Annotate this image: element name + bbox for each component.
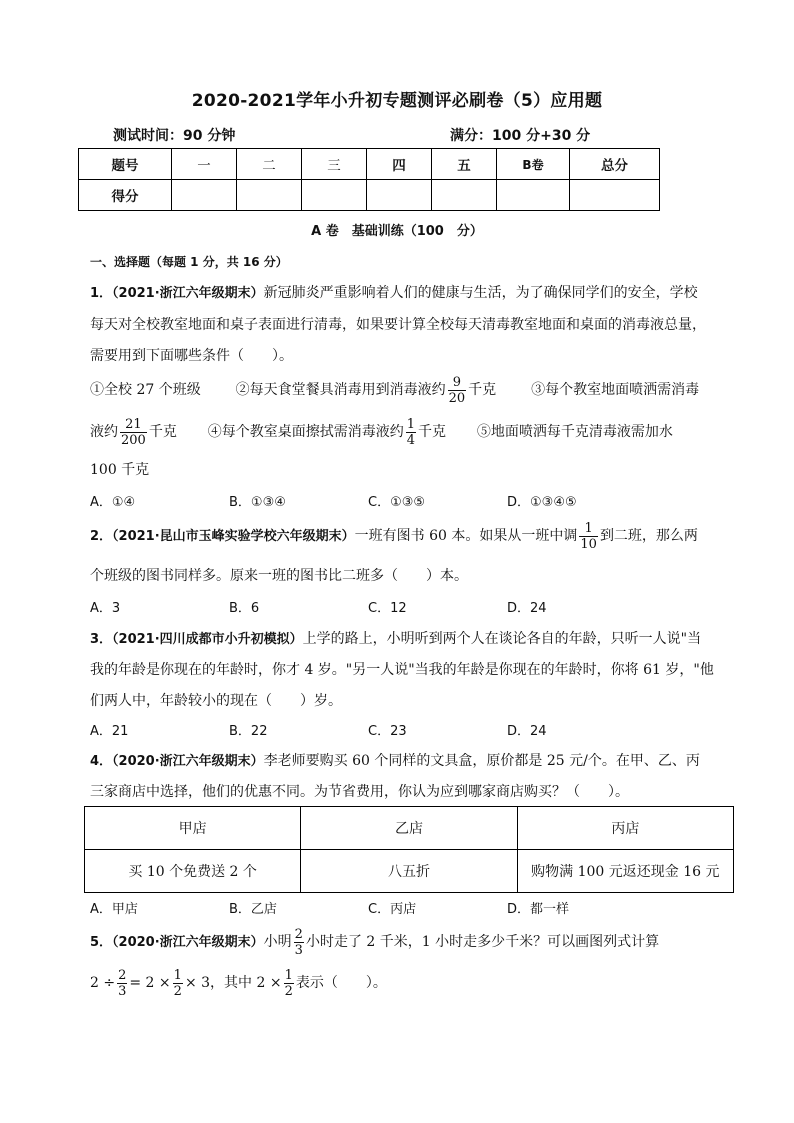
q4-number: 4． — [90, 754, 113, 769]
score-header-cell: 五 — [432, 149, 497, 180]
q2-line-1 — [90, 516, 698, 557]
score-header-cell: 四 — [367, 149, 432, 180]
shop-cell: 购物满 100 元返还现金 16 元 — [517, 850, 733, 893]
score-cell[interactable] — [237, 180, 302, 211]
q1-conditions-line-2 — [90, 412, 673, 452]
q5-text: 小明 — [263, 934, 292, 950]
q1-condition-5-cont: 100 千克 — [90, 462, 150, 478]
q1-condition-3-cont: 液约 — [90, 424, 118, 440]
score-table-row — [79, 180, 660, 211]
q3-line-1 — [90, 628, 701, 648]
q5-fraction-1-2: $\frac{1}{2}$ — [173, 967, 182, 999]
q2-source: （2021·昆山市玉峰实验学校六年级期末） — [112, 529, 355, 544]
q5-expr-part: ，其中 2 × — [210, 975, 282, 991]
score-header-cell: 题号 — [79, 149, 172, 180]
q1-unit: 千克 — [148, 424, 177, 440]
q1-option-b[interactable]: B．①③④ — [229, 495, 286, 510]
q5-expr-part: × 3 — [184, 975, 211, 991]
q3-line-2: 我的年龄是你现在的年龄时，你才 4 岁。"另一人说"当我的年龄是你现在的年龄时，你将 61 岁，"他 — [90, 662, 714, 678]
score-cell[interactable] — [172, 180, 237, 211]
q5-expr-part: 2 ÷ — [90, 975, 116, 991]
q3-source: （2021·四川成都市小升初模拟） — [112, 632, 303, 647]
q5-text-cont: 小时走了 2 千米，1 小时走多少千米？可以画图列式计算 — [305, 934, 660, 950]
q1-unit: 千克 — [418, 424, 447, 440]
score-header-cell: B卷 — [497, 149, 570, 180]
q3-line-3: 们两人中，年龄较小的现在（ ）岁。 — [90, 693, 342, 709]
q2-option-c[interactable]: C．12 — [368, 601, 407, 616]
page-title: 2020-2021学年小升初专题测评必刷卷（5）应用题 — [191, 91, 603, 111]
q3-option-c[interactable]: C．23 — [368, 724, 407, 739]
score-header-cell: 一 — [172, 149, 237, 180]
shop-cell: 买 10 个免费送 2 个 — [85, 850, 301, 893]
q2-option-b[interactable]: B．6 — [229, 601, 260, 616]
q4-option-c[interactable]: C．丙店 — [368, 902, 417, 917]
q2-text: 一班有图书 60 本。如果从一班中调 — [354, 528, 578, 544]
q3-number: 3． — [90, 632, 113, 647]
q1-number: 1． — [90, 286, 113, 301]
section-1-heading: 一、选择题（每题 1 分，共 16 分） — [90, 255, 288, 269]
q1-fraction-1-4: $\frac{1}{4}$ — [406, 416, 416, 448]
q5-line-1 — [90, 922, 659, 963]
q2-line-2: 个班级的图书同样多。原来一班的图书比二班多（ ）本。 — [90, 568, 468, 584]
q5-fraction-2-3: $\frac{2}{3}$ — [294, 926, 303, 958]
q5-line-2 — [90, 963, 387, 1003]
score-header-cell: 总分 — [570, 149, 660, 180]
shop-table — [84, 806, 734, 893]
q1-line-2: 每天对全校教室地面和桌子表面进行清毒，如果要计算全校每天清毒教室地面和桌面的消毒液总量， — [90, 317, 706, 333]
q1-fraction-9-20: $\frac{9}{20}$ — [448, 374, 466, 406]
q5-fraction-1-2: $\frac{1}{2}$ — [284, 967, 293, 999]
q1-condition-5: ⑤地面喷洒每千克清毒液需加水 — [476, 424, 673, 440]
q1-unit: 千克 — [468, 382, 497, 398]
q4-text: 李老师要购买 60 个同样的文具盒，原价都是 25 元/个。在甲、乙、丙 — [263, 753, 700, 769]
q1-line-3: 需要用到下面哪些条件（ ）。 — [90, 348, 293, 364]
q4-option-b[interactable]: B．乙店 — [229, 902, 277, 917]
full-score: 满分：100 分+30 分 — [450, 128, 591, 144]
shop-table-row — [85, 850, 734, 893]
q2-text-cont: 到二班，那么两 — [599, 528, 698, 544]
score-cell[interactable] — [367, 180, 432, 211]
shop-header-cell: 乙店 — [301, 807, 517, 850]
score-header-cell: 二 — [237, 149, 302, 180]
score-table — [78, 148, 660, 211]
q1-condition-2: ②每天食堂餐具消毒用到消毒液约 — [235, 382, 446, 398]
q1-option-a[interactable]: A．①④ — [90, 495, 136, 510]
score-cell[interactable] — [497, 180, 570, 211]
score-cell[interactable] — [432, 180, 497, 211]
q1-condition-3: ③每个教室地面喷洒需消毒 — [531, 382, 700, 398]
q4-option-a[interactable]: A．甲店 — [90, 902, 138, 917]
q3-option-d[interactable]: D．24 — [507, 724, 547, 739]
q4-line-1 — [90, 750, 700, 770]
score-cell[interactable] — [302, 180, 367, 211]
q1-condition-4: ④每个教室桌面擦拭需消毒液约 — [207, 424, 404, 440]
score-header-cell: 三 — [302, 149, 367, 180]
q1-option-c[interactable]: C．①③⑤ — [368, 495, 426, 510]
q5-fraction-2-3: $\frac{2}{3}$ — [118, 967, 127, 999]
q1-text: 新冠肺炎严重影响着人们的健康与生活，为了确保同学们的安全，学校 — [263, 285, 698, 301]
q1-option-d[interactable]: D．①③④⑤ — [507, 495, 577, 510]
shop-table-header-row — [85, 807, 734, 850]
q5-expr-part: 表示（ ）。 — [295, 975, 387, 991]
q5-source: （2020·浙江六年级期末） — [112, 935, 264, 950]
q1-source: （2021·浙江六年级期末） — [112, 286, 264, 301]
score-row-label: 得分 — [79, 180, 172, 211]
q3-text: 上学的路上，小明听到两个人在谈论各自的年龄，只听一人说"当 — [302, 631, 702, 647]
q2-option-d[interactable]: D．24 — [507, 601, 547, 616]
shop-header-cell: 丙店 — [517, 807, 733, 850]
q5-expr-part: = 2 × — [129, 975, 171, 991]
q4-line-2: 三家商店中选择，他们的优惠不同。为节省费用，你认为应到哪家商店购买？（ ）。 — [90, 784, 629, 800]
q1-line-1 — [90, 282, 698, 302]
q4-source: （2020·浙江六年级期末） — [112, 754, 264, 769]
q1-conditions-line-1 — [90, 370, 699, 410]
shop-header-cell: 甲店 — [85, 807, 301, 850]
q2-fraction-1-10: $\frac{1}{10}$ — [580, 520, 597, 552]
score-cell[interactable] — [570, 180, 660, 211]
q1-fraction-21-200: $\frac{21}{200}$ — [121, 416, 146, 448]
score-table-header-row — [79, 149, 660, 180]
q2-option-a[interactable]: A．3 — [90, 601, 121, 616]
q2-number: 2． — [90, 529, 113, 544]
q3-option-b[interactable]: B．22 — [229, 724, 268, 739]
shop-cell: 八五折 — [301, 850, 517, 893]
section-a-heading: A 卷 基础训练（100 分） — [311, 224, 483, 239]
q4-option-d[interactable]: D．都一样 — [507, 902, 570, 917]
test-time: 测试时间：90 分钟 — [113, 128, 236, 144]
q3-option-a[interactable]: A．21 — [90, 724, 129, 739]
q1-condition-1: ①全校 27 个班级 — [90, 382, 201, 398]
q5-number: 5． — [90, 935, 113, 950]
